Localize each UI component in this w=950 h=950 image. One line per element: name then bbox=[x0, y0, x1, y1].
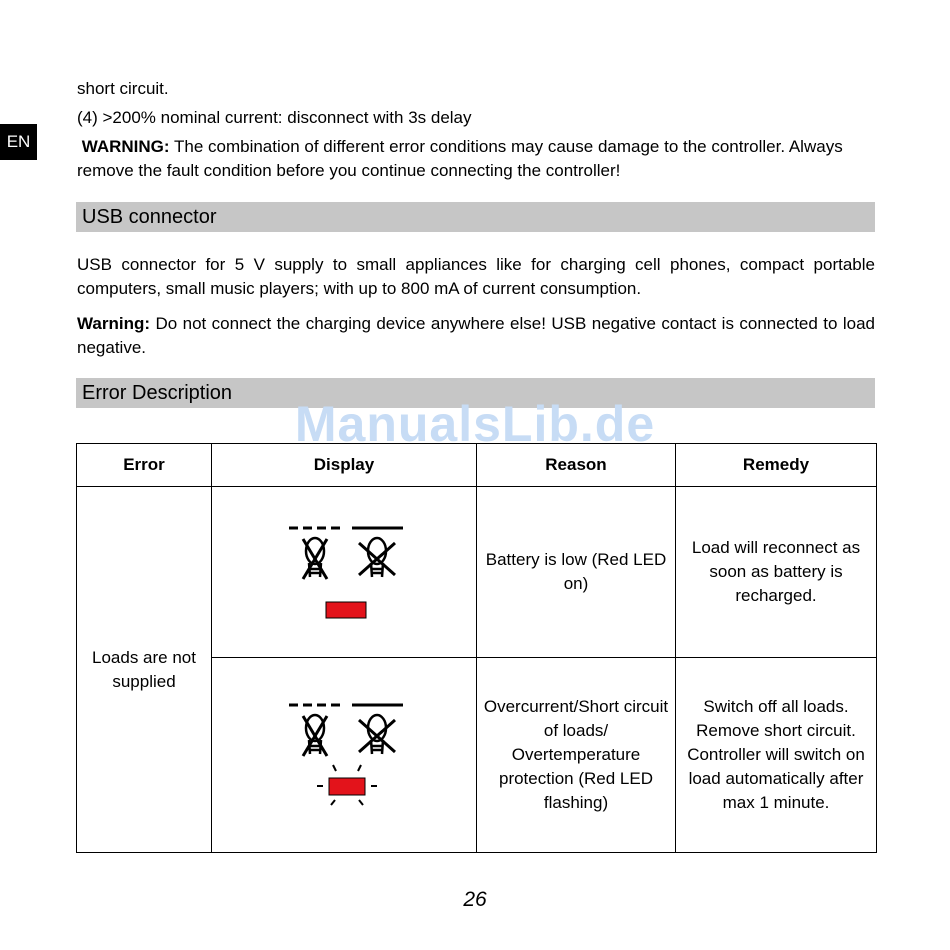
warning-text: The combination of different error conditions may cause damage to the controller. Always remove the fault condition before you continue connecting the controller! bbox=[77, 137, 843, 180]
error-cell: Loads are not supplied bbox=[77, 487, 212, 853]
usb-warning-label: Warning: bbox=[77, 314, 151, 333]
remedy-cell: Load will reconnect as soon as battery is recharged. bbox=[676, 487, 877, 658]
red-led-flashing-icon bbox=[329, 778, 365, 795]
language-tab: EN bbox=[0, 124, 37, 160]
usb-warning-paragraph bbox=[77, 312, 875, 360]
text-line-short-circuit: short circuit. bbox=[77, 79, 169, 98]
header-remedy: Remedy bbox=[676, 444, 877, 487]
table-row bbox=[77, 487, 877, 658]
usb-description: USB connector for 5 V supply to small appliances like for charging cell phones, compact portable computers, small music players; with up to 800 mA of current consumption. bbox=[77, 255, 875, 298]
display-cell bbox=[212, 487, 477, 658]
usb-warning-text: Do not connect the charging device anywhere else! USB negative contact is connected to load negative. bbox=[77, 314, 875, 357]
load-off-led-on-icon bbox=[212, 487, 476, 650]
reason-cell: Overcurrent/Short circuit of loads/ Overtemperature protection (Red LED flashing) bbox=[477, 658, 676, 853]
text-line-nominal-current: (4) >200% nominal current: disconnect with 3s delay bbox=[77, 108, 472, 127]
remedy-cell: Switch off all loads. Remove short circuit. Controller will switch on load automatically after max 1 minute. bbox=[676, 658, 877, 853]
reason-cell: Battery is low (Red LED on) bbox=[477, 487, 676, 658]
page-number: 26 bbox=[463, 888, 487, 911]
header-reason: Reason bbox=[477, 444, 676, 487]
header-error: Error bbox=[77, 444, 212, 487]
bulb-off-icon-right bbox=[359, 715, 395, 754]
red-led-icon bbox=[326, 602, 366, 618]
section-heading-error: Error Description bbox=[76, 378, 875, 408]
bulb-off-icon-left bbox=[303, 715, 327, 756]
warning-label: WARNING: bbox=[81, 137, 170, 156]
warning-paragraph bbox=[77, 135, 875, 183]
load-off-led-flashing-icon bbox=[212, 658, 476, 845]
display-cell bbox=[212, 658, 477, 853]
bulb-off-icon-left bbox=[303, 538, 327, 579]
bulb-off-icon-right bbox=[359, 538, 395, 577]
section-heading-usb: USB connector bbox=[76, 202, 875, 232]
watermark: ManualsLib.de bbox=[294, 396, 656, 452]
table-header-row bbox=[77, 444, 877, 487]
error-table bbox=[76, 443, 877, 853]
header-display: Display bbox=[212, 444, 477, 487]
